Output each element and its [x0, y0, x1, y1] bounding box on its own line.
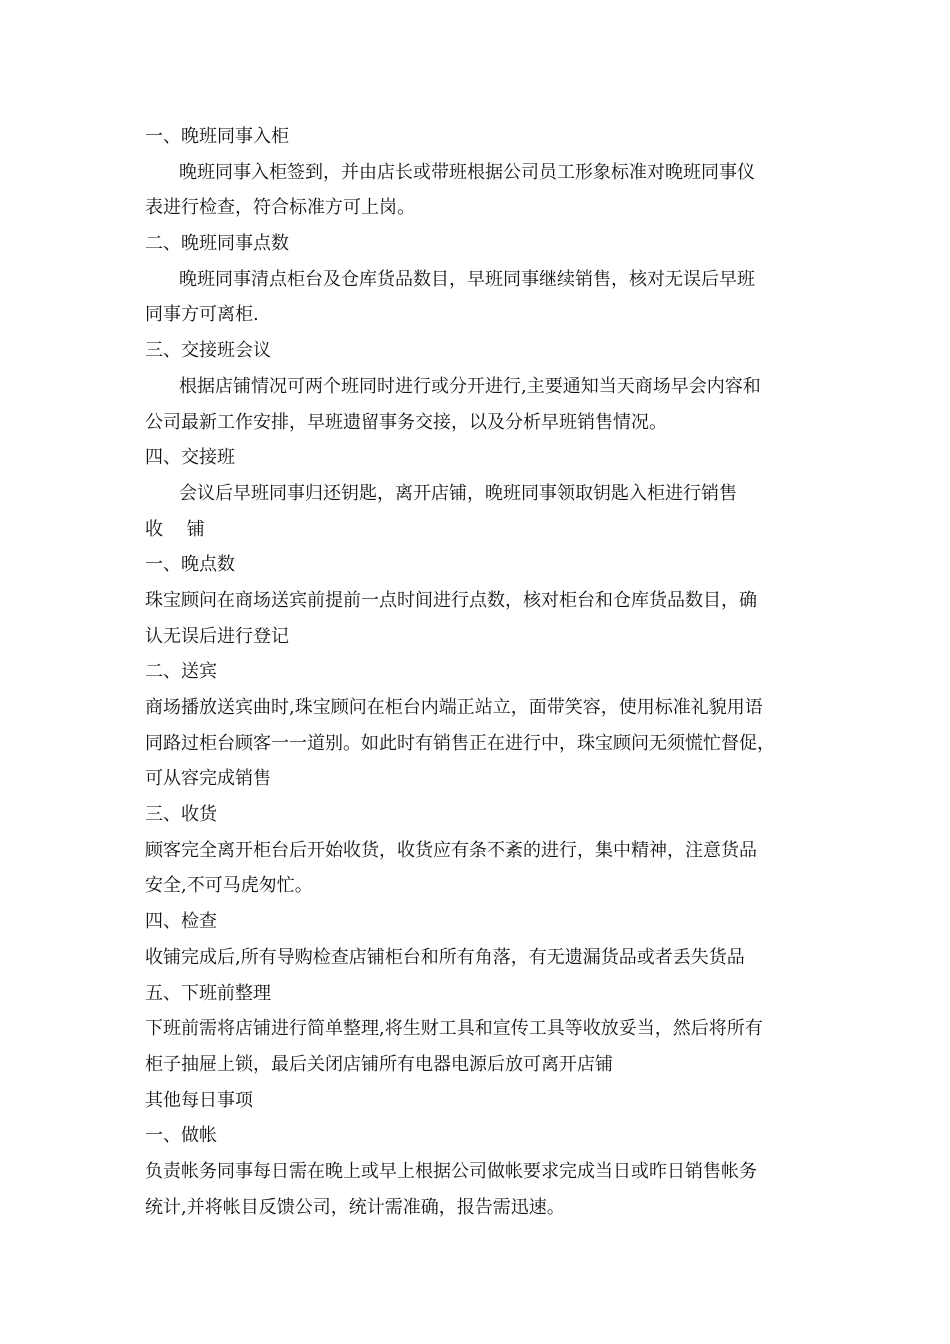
paragraph-line: 负责帐务同事每日需在晚上或早上根据公司做帐要求完成当日或昨日销售帐务 — [145, 1160, 757, 1182]
paragraph-line: 柜子抽屉上锁，最后关闭店铺所有电器电源后放可离开店铺 — [145, 1053, 613, 1075]
paragraph-line: 会议后早班同事归还钥匙，离开店铺，晚班同事领取钥匙入柜进行销售 — [179, 482, 737, 504]
paragraph-line: 商场播放送宾曲时,珠宝顾问在柜台内端正站立，面带笑容，使用标准礼貌用语 — [145, 697, 763, 718]
paragraph-line: 根据店铺情况可两个班同时进行或分开进行,主要通知当天商场早会内容和 — [179, 375, 761, 397]
section-title-other-daily-items: 其他每日事项 — [145, 1089, 253, 1111]
document-body — [145, 119, 807, 1225]
heading-night-count: 一、晚点数 — [145, 554, 235, 576]
section-title-closing: 收 铺 — [145, 518, 205, 540]
heading-evening-shift-checkin: 一、晚班同事入柜 — [145, 126, 289, 147]
paragraph-line: 同路过柜台顾客一一道别。如此时有销售正在进行中，珠宝顾问无须慌忙督促， — [145, 732, 775, 754]
paragraph-line: 可从容完成销售 — [145, 768, 271, 790]
paragraph-line: 同事方可离柜. — [145, 304, 259, 326]
paragraph-line: 表进行检查，符合标准方可上岗。 — [145, 197, 415, 219]
paragraph-line: 晚班同事清点柜台及仓库货品数目，早班同事继续销售，核对无误后早班 — [179, 268, 755, 290]
paragraph-line: 顾客完全离开柜台后开始收货，收货应有条不紊的进行，集中精神，注意货品 — [145, 839, 757, 861]
paragraph-line: 收铺完成后,所有导购检查店铺柜台和所有角落，有无遗漏货品或者丢失货品 — [145, 946, 745, 968]
paragraph-line: 公司最新工作安排，早班遗留事务交接，以及分析早班销售情况。 — [145, 411, 667, 433]
heading-handover-meeting: 三、交接班会议 — [145, 340, 271, 362]
heading-farewell: 二、送宾 — [145, 661, 217, 683]
paragraph-line: 统计,并将帐目反馈公司，统计需准确，报告需迅速。 — [145, 1196, 565, 1218]
heading-collect-goods: 三、收货 — [145, 804, 217, 826]
heading-inspection: 四、检查 — [145, 911, 217, 933]
paragraph-line: 下班前需将店铺进行简单整理,将生财工具和宣传工具等收放妥当，然后将所有 — [145, 1018, 763, 1040]
heading-bookkeeping: 一、做帐 — [145, 1125, 217, 1147]
heading-tidy-before-leaving: 五、下班前整理 — [145, 982, 271, 1004]
heading-handover: 四、交接班 — [145, 447, 235, 469]
paragraph-line: 认无误后进行登记 — [145, 625, 289, 647]
paragraph-line: 安全,不可马虎匆忙。 — [145, 875, 313, 897]
paragraph-line: 珠宝顾问在商场送宾前提前一点时间进行点数，核对柜台和仓库货品数目，确 — [145, 589, 757, 611]
paragraph-line: 晚班同事入柜签到，并由店长或带班根据公司员工形象标准对晚班同事仪 — [179, 161, 755, 183]
heading-evening-shift-count: 二、晚班同事点数 — [145, 233, 289, 255]
